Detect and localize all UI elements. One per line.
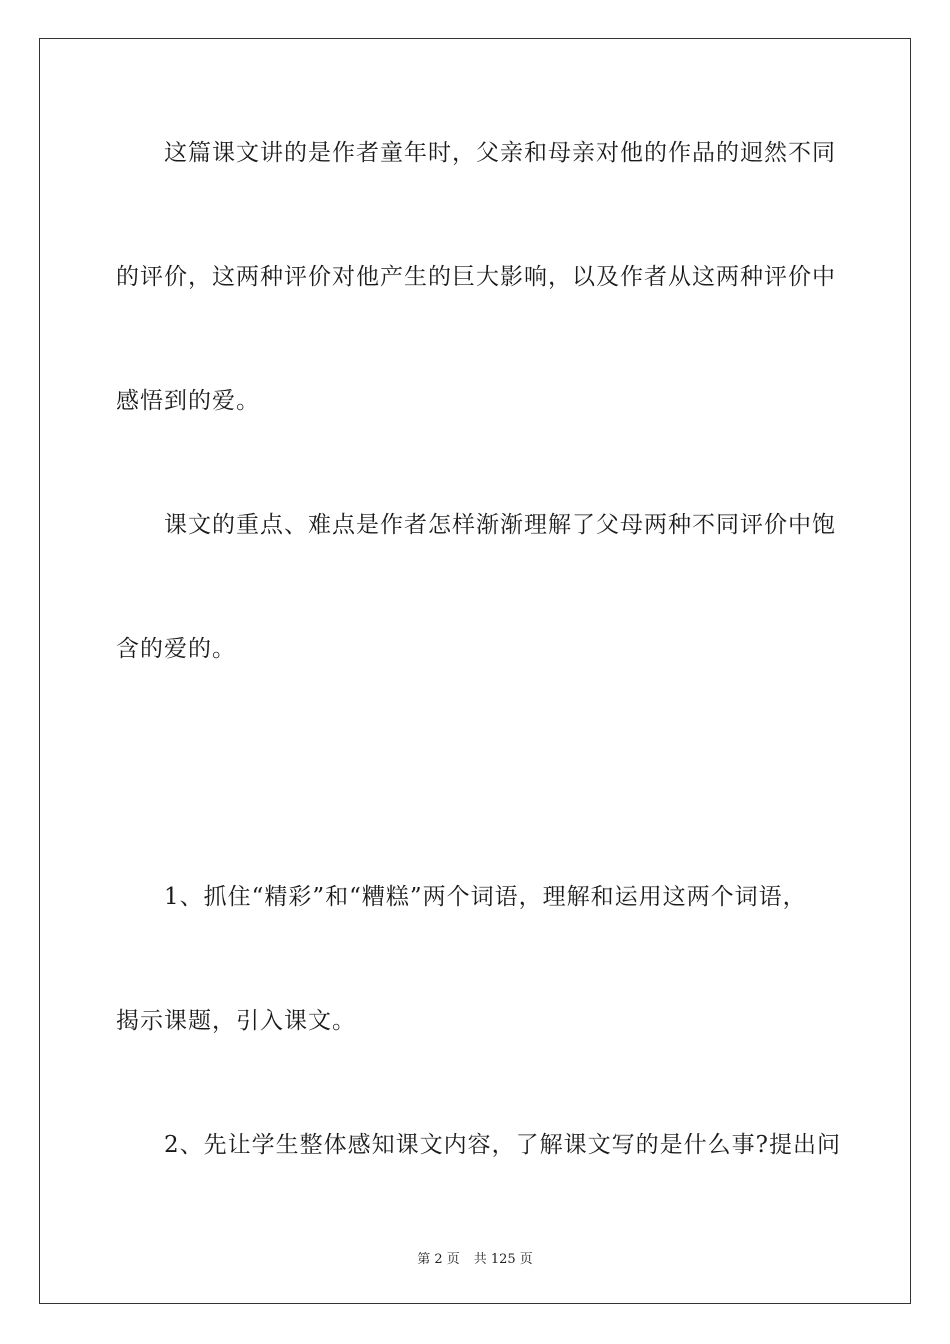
paragraph-2-line-2: 含的爱的。	[116, 636, 236, 662]
paragraph-3-line-1: 1、抓住“精彩”和“糟糕”两个词语，理解和运用这两个词语，	[164, 884, 807, 910]
paragraph-1-line-2: 的评价，这两种评价对他产生的巨大影响，以及作者从这两种评价中	[116, 264, 836, 290]
paragraph-3-line-2: 揭示课题，引入课文。	[116, 1008, 356, 1034]
paragraph-1-line-3: 感悟到的爱。	[116, 388, 260, 414]
page-border	[39, 38, 911, 1304]
paragraph-4-line-1: 2、先让学生整体感知课文内容，了解课文写的是什么事?提出问	[164, 1132, 841, 1158]
paragraph-1-line-1: 这篇课文讲的是作者童年时，父亲和母亲对他的作品的迥然不同	[164, 140, 836, 166]
paragraph-2-line-1: 课文的重点、难点是作者怎样渐渐理解了父母两种不同评价中饱	[164, 512, 836, 538]
page-number: 第 2 页	[417, 1252, 460, 1267]
page-footer	[0, 1248, 950, 1267]
page-total: 共 125 页	[473, 1252, 533, 1267]
